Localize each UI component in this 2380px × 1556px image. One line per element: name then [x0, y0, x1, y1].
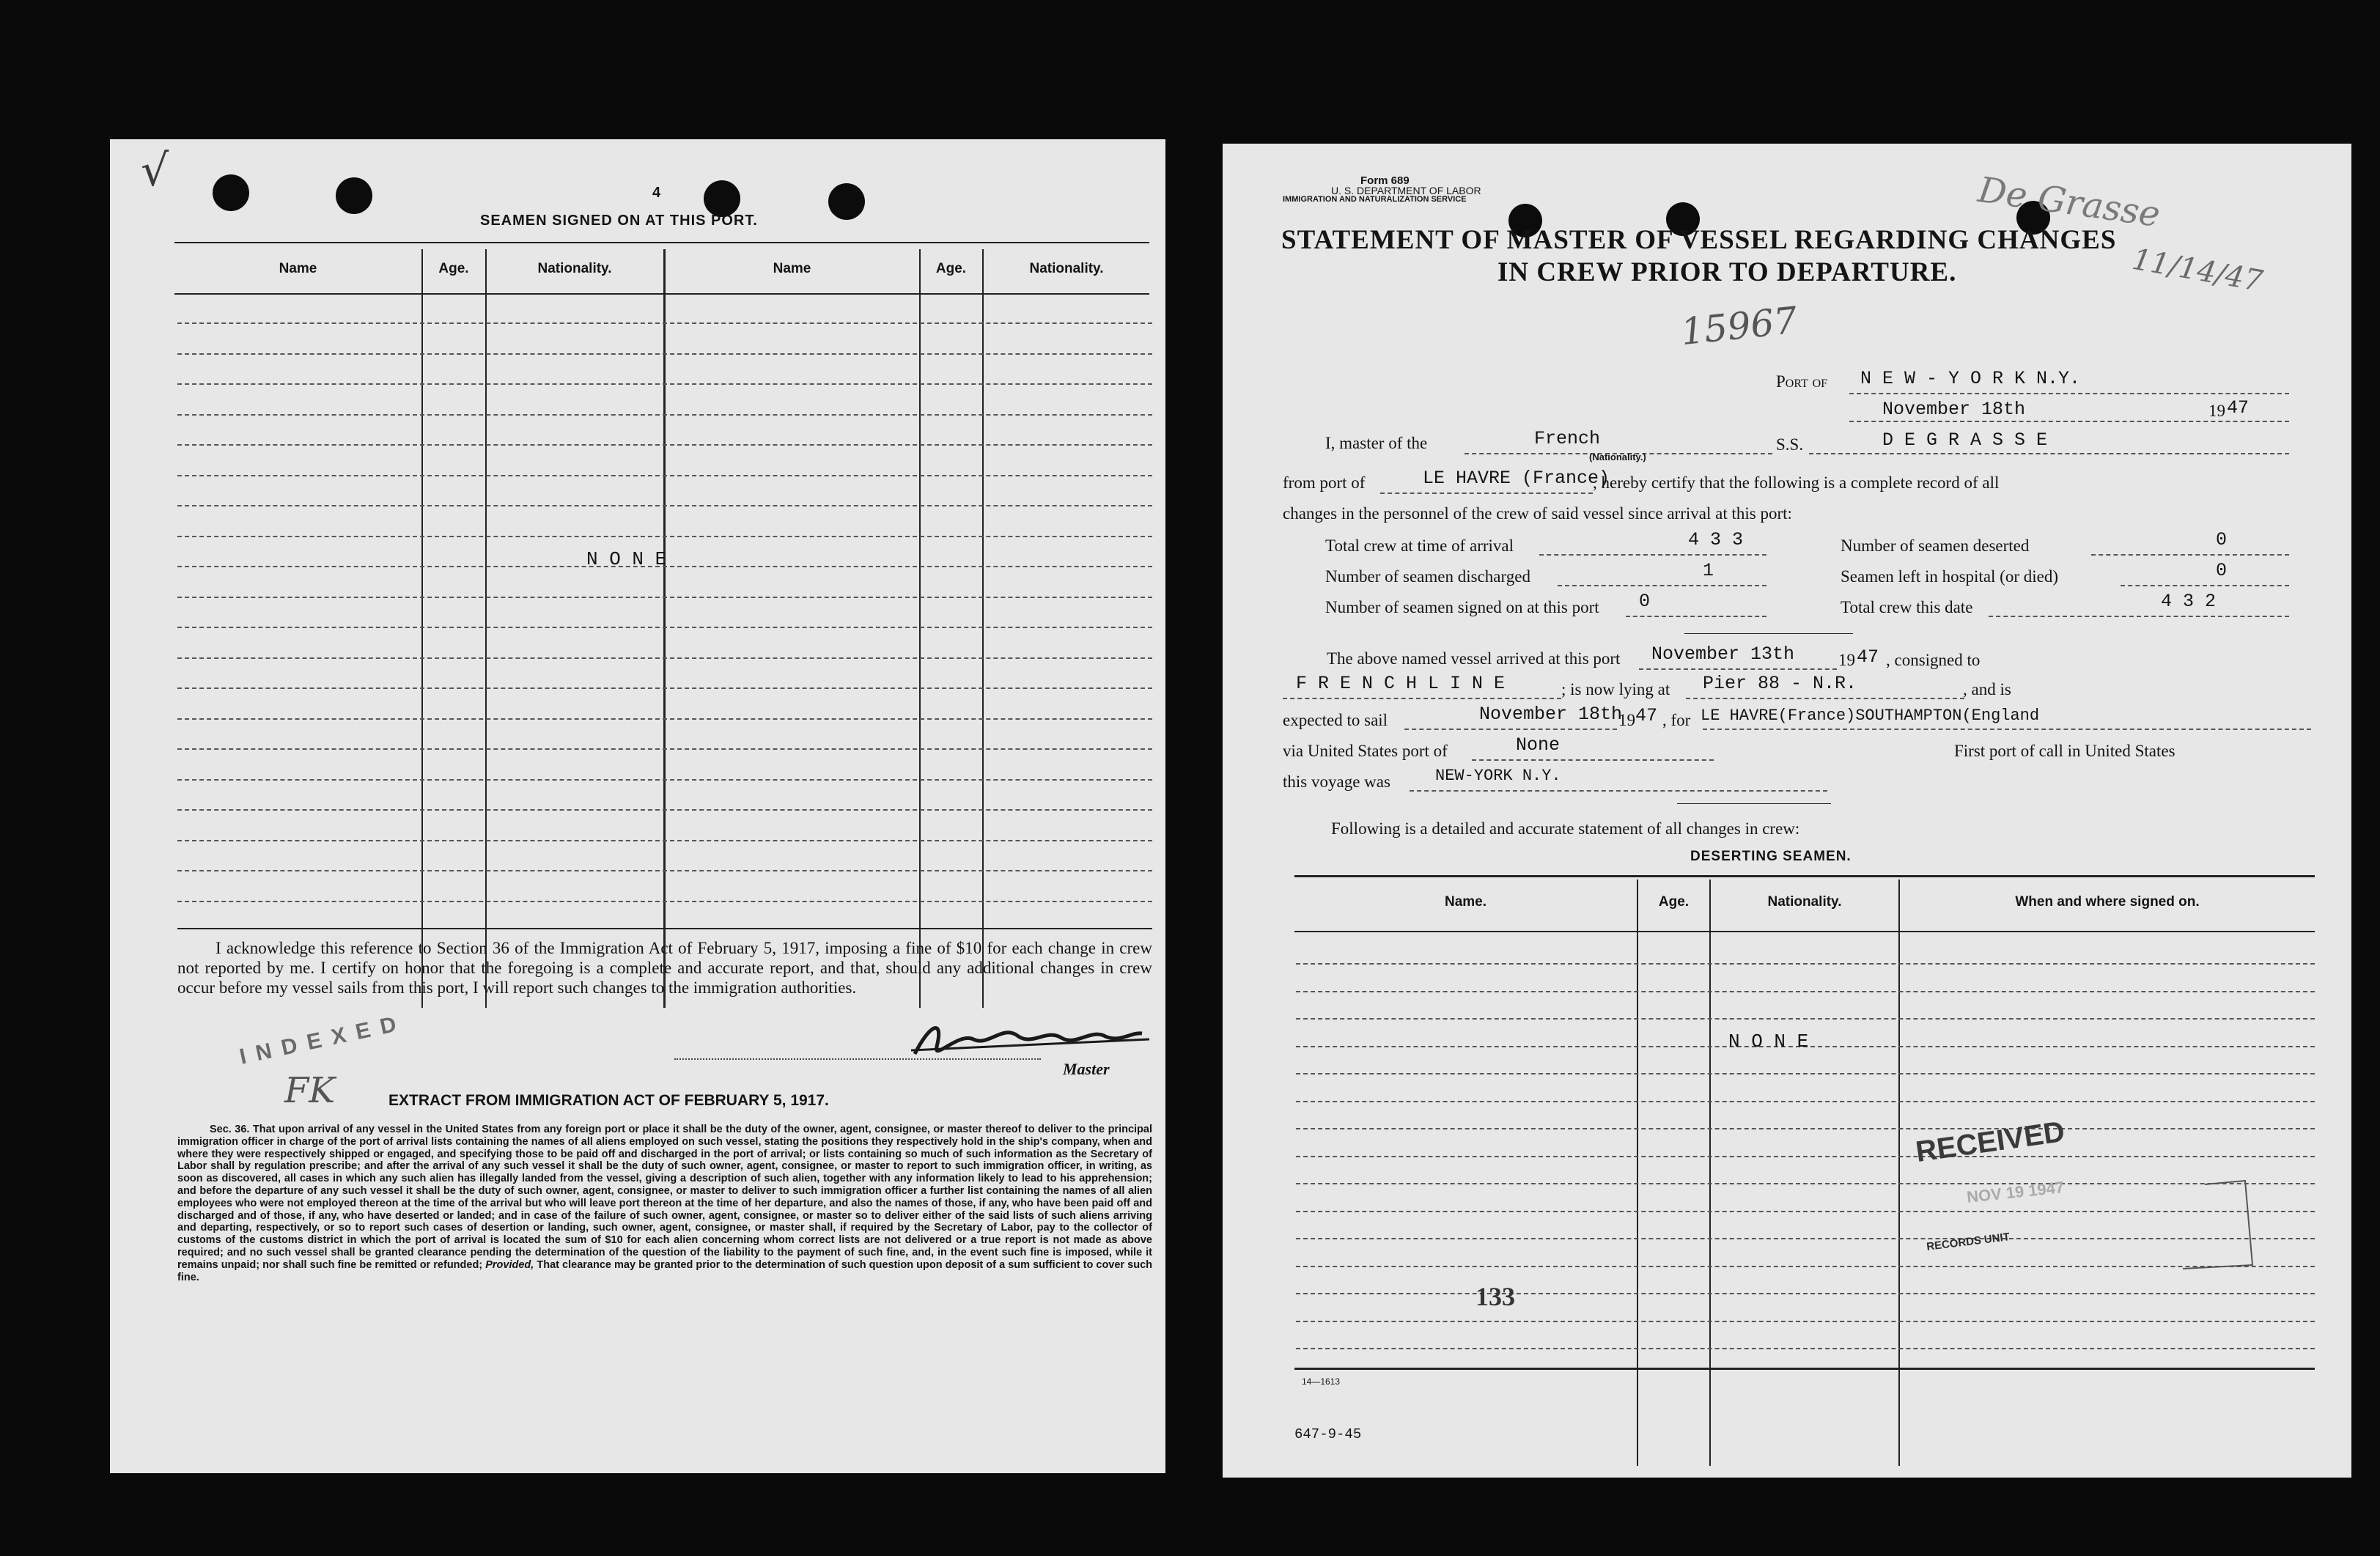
- acknowledgment-text: I acknowledge this reference to Section 36 of the Immigration Act of February 5, 1917, imposing a fine of $10 for each change in crew not reported by me. I certify on honor that the foregoing is a complete and accurate report, and that, should any additional changes in crew occur before my vessel sails from this port, I will report such changes to the immigration authorities.: [177, 939, 1152, 997]
- hospital-label: Seamen left in hospital (or died): [1841, 567, 2059, 586]
- table-row: [1296, 1101, 2315, 1102]
- table-row: [1296, 1211, 2315, 1212]
- column-header-age-2: Age.: [935, 261, 967, 276]
- voyage-value: NEW-YORK N.Y.: [1435, 767, 1561, 785]
- date-line: [1849, 421, 2289, 422]
- year-prefix: 19: [2208, 402, 2225, 420]
- master-signature: [907, 1010, 1149, 1069]
- right-page: [1223, 144, 2351, 1478]
- table-row: [177, 687, 1152, 689]
- table-row: [1296, 963, 2315, 965]
- handwritten-number: 15967: [1679, 298, 1799, 354]
- column-header-nationality: Nationality.: [1767, 894, 1842, 910]
- table-row: [177, 353, 1152, 355]
- column-divider: [485, 249, 487, 1008]
- initials: FK: [284, 1070, 336, 1111]
- table-row: [177, 627, 1152, 628]
- form-title-line2: IN CREW PRIOR TO DEPARTURE.: [1497, 257, 1957, 287]
- consignee-value: F R E N C H L I N E: [1296, 673, 1506, 694]
- discharged-value: 1: [1703, 560, 1714, 581]
- separator-rule: [1684, 633, 1853, 634]
- total-crew-date-value: 4 3 2: [2161, 591, 2217, 612]
- table-header-rule: [174, 293, 1149, 295]
- received-date: NOV 19 1947: [1966, 1178, 2066, 1206]
- received-stamp: [1914, 1116, 2067, 1169]
- table-row: [1296, 1128, 2315, 1129]
- pier-value: Pier 88 - N.R.: [1703, 673, 1857, 694]
- table-row: [177, 414, 1152, 416]
- from-port-label: from port of: [1283, 473, 1366, 492]
- deserted-label: Number of seamen deserted: [1841, 537, 2030, 555]
- table-row: [177, 718, 1152, 720]
- table-row: [177, 505, 1152, 506]
- port-label: Port of: [1776, 372, 1828, 391]
- field-line: [1404, 729, 1617, 730]
- form-title-line1: STATEMENT OF MASTER OF VESSEL REGARDING CHANGES: [1281, 225, 2117, 255]
- table-row: [177, 748, 1152, 750]
- table-row: [1296, 1073, 2315, 1074]
- for-text: , for: [1662, 711, 1691, 729]
- table-row: [177, 870, 1152, 871]
- vessel-value: D E G R A S S E: [1882, 429, 2048, 451]
- none-entry: N O N E: [1728, 1030, 1809, 1052]
- form-number: Form 689: [1360, 174, 1410, 187]
- punch-hole: [336, 177, 372, 214]
- field-line: [2121, 585, 2289, 586]
- punch-hole: [828, 183, 865, 220]
- arrived-year-prefix: 19: [1838, 651, 1855, 669]
- column-divider: [663, 249, 666, 1008]
- left-page: [110, 139, 1165, 1473]
- section-36-text: [177, 1124, 1152, 1283]
- none-entry: N O N E: [586, 548, 667, 570]
- field-line: [2091, 554, 2289, 556]
- print-code: 647-9-45: [1294, 1426, 1362, 1442]
- deserted-value: 0: [2216, 529, 2228, 550]
- arrived-text: The above named vessel arrived at this port: [1327, 649, 1621, 668]
- column-header-name: Name: [279, 261, 317, 276]
- table-row: [177, 444, 1152, 446]
- table-row: [177, 657, 1152, 659]
- sail-date-value: November 18th: [1479, 704, 1623, 725]
- field-line: [1686, 698, 1964, 699]
- sail-year-prefix: 19: [1618, 711, 1635, 729]
- table-row: [177, 779, 1152, 781]
- column-header-name: Name.: [1444, 894, 1487, 910]
- section-label: Sec. 36.: [210, 1124, 250, 1135]
- page-number: 4: [652, 185, 661, 201]
- nationality-value: French: [1534, 428, 1601, 449]
- master-label: Master: [1063, 1060, 1110, 1078]
- column-header-age: Age.: [1658, 894, 1690, 910]
- handwritten-ship-name: De Grasse: [1975, 169, 2163, 236]
- field-line: [1989, 616, 2289, 617]
- received-stamp-text: RECEIVED: [1913, 1115, 2067, 1169]
- and-is-text: , and is: [1963, 680, 2011, 698]
- table-row: [177, 322, 1152, 324]
- table-row: [1296, 1293, 2315, 1294]
- destination-value: LE HAVRE(France)SOUTHAMPTON(England: [1701, 707, 2040, 725]
- field-line: [1283, 698, 1561, 699]
- column-divider: [1637, 880, 1638, 1466]
- arrived-year-value: 47: [1857, 646, 1879, 668]
- table-row: [1296, 1348, 2315, 1349]
- punch-hole: [213, 174, 249, 211]
- table-row: [177, 901, 1152, 902]
- table-row: [177, 597, 1152, 598]
- from-port-value: LE HAVRE (France): [1423, 468, 1610, 489]
- total-crew-arrival-value: 4 3 3: [1688, 529, 1744, 550]
- total-crew-arrival-label: Total crew at time of arrival: [1325, 537, 1514, 555]
- field-line: [1410, 790, 1827, 792]
- total-crew-date-label: Total crew this date: [1841, 598, 1973, 616]
- check-mark: √: [141, 145, 169, 196]
- stamp-number: 133: [1475, 1282, 1515, 1311]
- certify-text: , hereby certify that the following is a complete record of all: [1593, 473, 2000, 492]
- proviso-label: Provided,: [485, 1258, 534, 1271]
- nationality-caption: (Nationality.): [1589, 451, 1646, 462]
- field-line: [1472, 759, 1714, 761]
- section-title: SEAMEN SIGNED ON AT THIS PORT.: [480, 213, 758, 229]
- table-row: [177, 383, 1152, 385]
- year-value: 47: [2227, 397, 2250, 419]
- first-port-text: First port of call in United States: [1954, 742, 2175, 760]
- table-top-rule: [174, 242, 1149, 243]
- deserting-title: DESERTING SEAMEN.: [1690, 849, 1852, 864]
- column-divider: [982, 249, 984, 1008]
- table-row: [177, 809, 1152, 811]
- table-row: [1296, 1156, 2315, 1157]
- column-divider: [1898, 880, 1900, 1466]
- hospital-value: 0: [2216, 560, 2228, 581]
- table-row: [1296, 991, 2315, 992]
- table-bottom-rule: [177, 928, 1152, 929]
- voyage-text: this voyage was: [1283, 773, 1390, 791]
- via-value: None: [1516, 734, 1561, 756]
- table-row: [1296, 1321, 2315, 1322]
- extract-title: EXTRACT FROM IMMIGRATION ACT OF FEBRUARY 5, 1917.: [388, 1092, 829, 1109]
- indexed-stamp: INDEXED: [237, 1010, 409, 1069]
- table-row: [1296, 1266, 2315, 1267]
- column-divider: [1709, 880, 1711, 1466]
- table-row: [1296, 1238, 2315, 1239]
- column-header-age: Age.: [438, 261, 469, 276]
- column-header-nationality-2: Nationality.: [1029, 261, 1104, 276]
- service: IMMIGRATION AND NATURALIZATION SERVICE: [1283, 195, 1467, 204]
- table-row: [177, 840, 1152, 841]
- field-line: [1639, 668, 1837, 670]
- via-text: via United States port of: [1283, 742, 1448, 760]
- field-line: [1703, 729, 2311, 730]
- table-row: [177, 536, 1152, 537]
- consigned-text: , consigned to: [1886, 651, 1981, 669]
- column-divider: [421, 249, 423, 1008]
- punch-hole: [704, 180, 740, 217]
- handwritten-date: 11/14/47: [2129, 242, 2266, 299]
- port-value: N E W - Y O R K N.Y.: [1860, 368, 2081, 389]
- signed-on-value: 0: [1639, 591, 1651, 612]
- stamp-border: [2175, 1177, 2256, 1272]
- column-divider: [919, 249, 921, 1008]
- changes-text: changes in the personnel of the crew of said vessel since arrival at this port:: [1283, 504, 1792, 523]
- arrived-value: November 13th: [1651, 644, 1795, 665]
- field-line: [1558, 585, 1766, 586]
- received-unit: RECORDS UNIT: [1926, 1231, 2011, 1253]
- column-header-signed-on: When and where signed on.: [2015, 894, 2200, 910]
- lying-text: ; is now lying at: [1561, 680, 1670, 698]
- field-line: [1626, 616, 1766, 617]
- master-of-label: I, master of the: [1325, 434, 1428, 452]
- field-line: [1539, 554, 1766, 556]
- date-value: November 18th: [1882, 399, 2026, 420]
- discharged-label: Number of seamen discharged: [1325, 567, 1530, 586]
- form-code: 14—1613: [1302, 1376, 1341, 1387]
- column-header-name-2: Name: [773, 261, 811, 276]
- table-row: [1296, 1183, 2315, 1184]
- table-top-rule: [1294, 875, 2315, 877]
- proviso-text: That clearance may be granted prior to the determination of such question upon deposit of a sum sufficient to cover such fine.: [177, 1258, 1152, 1283]
- table-bottom-rule: [1294, 1368, 2315, 1370]
- separator-rule: [1677, 803, 1831, 804]
- ss-label: S.S.: [1776, 435, 1804, 454]
- department: U. S. DEPARTMENT OF LABOR: [1331, 185, 1481, 196]
- port-line: [1849, 393, 2289, 394]
- table-header-rule: [1294, 931, 2315, 932]
- signed-on-label: Number of seamen signed on at this port: [1325, 598, 1599, 616]
- table-row: [1296, 1018, 2315, 1019]
- expected-text: expected to sail: [1283, 711, 1388, 729]
- vessel-line: [1809, 453, 2289, 454]
- sail-year-value: 47: [1635, 705, 1658, 726]
- following-text: Following is a detailed and accurate statement of all changes in crew:: [1331, 819, 1800, 838]
- column-header-nationality: Nationality.: [537, 261, 612, 276]
- from-port-line: [1380, 493, 1593, 494]
- table-row: [177, 475, 1152, 476]
- section-body: That upon arrival of any vessel in the United States from any foreign port or place it shall be the duty of the owner, agent, consignee, or master thereof to deliver to the principal immigration officer in charge of the port of arrival lists containing the names of all aliens employed on such vessel, stating the positions they respectively hold in the ship's company, when and where they were respectively shipped or engaged, and specifying those to be paid off and discharged in the port of arrival; or lists containing so much of such information as the Secretary of Labor shall by regulation prescribe; and after the arrival of any such vessel it shall be the duty of such owner, agent, consignee, or master to report to such immigration officer, in writing, as soon as discovered, all cases in which any such alien has illegally landed from the vessel, giving a description of such alien, together with any information likely to lead to his apprehension; and before the departure of any such vessel it shall be the duty of such owner, agent, consignee, or master to deliver to such immigration officer a further list containing the names of all alien employees who were not employed thereon at the time of the arrival but who will leave port thereon at the time of her departure, and also the names of those, if any, who have been paid off and discharged and of those, if any, who have deserted or landed; and in case of the failure of such owner, agent, consignee, or master so to deliver either of the said lists of such aliens arriving and departing, respectively, or so to report such cases of desertion or landing, such owner, agent, consignee, or master shall, if required by the Secretary of Labor, pay to the collector of customs of the customs district in which the port of arrival is located the sum of $10 for each alien concerning whom correct lists are not delivered or a true report is not made as above required; and no such vessel shall be granted clearance pending the determination of the question of the liability to the payment of such fine, and, in the event such fine is imposed, while it remains unpaid; nor shall such fine be remitted or refunded;: [177, 1124, 1152, 1271]
